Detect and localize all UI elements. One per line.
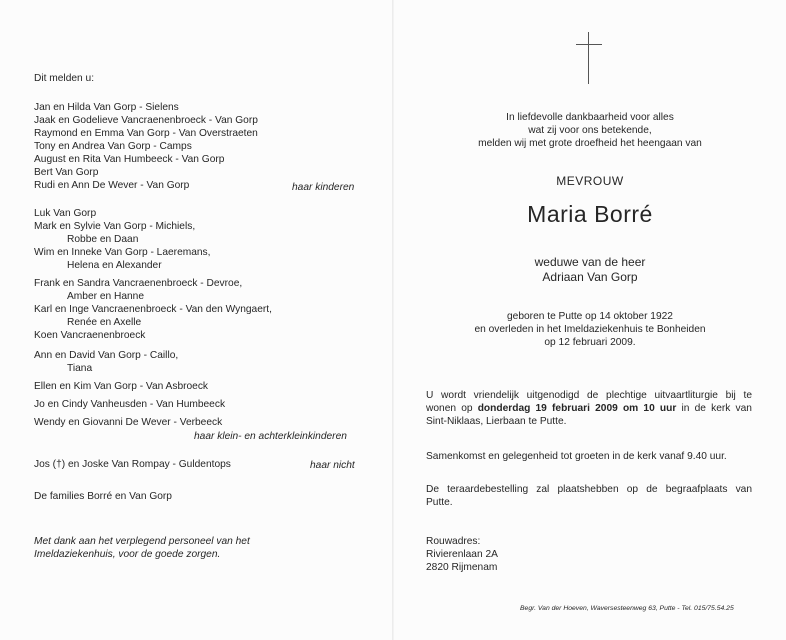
family-line: Amber en Hanne	[67, 291, 145, 302]
address-label: Rouwadres:	[426, 536, 481, 547]
family-line: Jo en Cindy Vanheusden - Van Humbeeck	[34, 399, 226, 410]
invite-line: wonen op donderdag 19 februari 2009 om 10 uur in de kerk van	[426, 403, 752, 414]
gathering-line: Samenkomst en gelegenheid tot groeten in de kerk vanaf 9.40 uur.	[426, 451, 727, 462]
deceased-name: Maria Borré	[527, 201, 653, 227]
family-line: Frank en Sandra Vancraenenbroeck - Devroe,	[34, 278, 243, 289]
role-niece: haar nicht	[310, 460, 355, 471]
address-line: 2820 Rijmenam	[426, 562, 498, 573]
intro-line: melden wij met grote droefheid het heengaan van	[478, 138, 702, 149]
widow-line: Adriaan Van Gorp	[542, 270, 638, 284]
honorific: MEVROUW	[556, 174, 624, 188]
role-children: haar kinderen	[292, 182, 355, 193]
intro-line: In liefdevolle dankbaarheid voor alles	[506, 112, 674, 123]
widow-line: weduwe van de heer	[534, 255, 646, 269]
family-line: Koen Vancraenenbroeck	[34, 330, 146, 341]
burial-line: De teraardebestelling zal plaatshebben op de begraafplaats van	[426, 484, 752, 495]
family-line: Ann en David Van Gorp - Caillo,	[34, 350, 179, 361]
family-line: Jos (†) en Joske Van Rompay - Guldentops	[34, 459, 231, 470]
left-intro: Dit melden u:	[34, 73, 95, 84]
family-line: Rudi en Ann De Wever - Van Gorp	[34, 180, 190, 191]
family-line: Jaak en Godelieve Vancraenenbroeck - Van Gorp	[34, 115, 258, 126]
family-line: Luk Van Gorp	[34, 208, 97, 219]
fold-line	[392, 0, 394, 640]
thanks-line: Met dank aan het verplegend personeel van het	[34, 536, 250, 547]
dates-line: en overleden in het Imeldaziekenhuis te Bonheiden	[474, 324, 706, 335]
families-line: De families Borré en Van Gorp	[34, 491, 172, 502]
family-line: Mark en Sylvie Van Gorp - Michiels,	[34, 221, 196, 232]
funeral-home-footer: Begr. Van der Hoeven, Waversesteenweg 63, Putte - Tel. 015/75.54.25	[520, 605, 734, 612]
family-line: Ellen en Kim Van Gorp - Van Asbroeck	[34, 381, 209, 392]
family-line: Bert Van Gorp	[34, 167, 99, 178]
family-line: Wim en Inneke Van Gorp - Laeremans,	[34, 247, 211, 258]
family-line: Jan en Hilda Van Gorp - Sielens	[34, 102, 179, 113]
family-line: Wendy en Giovanni De Wever - Verbeeck	[34, 417, 223, 428]
thanks-line: Imeldaziekenhuis, voor de goede zorgen.	[34, 549, 221, 560]
family-line: Tony en Andrea Van Gorp - Camps	[34, 141, 192, 152]
dates-line: op 12 februari 2009.	[544, 337, 636, 348]
cross-icon	[574, 32, 604, 84]
intro-line: wat zij voor ons betekende,	[528, 125, 652, 136]
family-line: August en Rita Van Humbeeck - Van Gorp	[34, 154, 225, 165]
family-line: Renée en Axelle	[67, 317, 142, 328]
burial-line: Putte.	[426, 497, 453, 508]
family-line: Karl en Inge Vancraenenbroeck - Van den Wyngaert,	[34, 304, 272, 315]
dates-line: geboren te Putte op 14 oktober 1922	[507, 311, 673, 322]
service-datetime: donderdag 19 februari 2009 om 10 uur	[477, 403, 677, 414]
family-line: Raymond en Emma Van Gorp - Van Overstraeten	[34, 128, 258, 139]
role-grandchildren: haar klein- en achterkleinkinderen	[194, 431, 347, 442]
invite-line: Sint-Niklaas, Lierbaan te Putte.	[426, 416, 567, 427]
address-line: Rivierenlaan 2A	[426, 549, 498, 560]
family-line: Helena en Alexander	[67, 260, 162, 271]
family-line: Robbe en Daan	[67, 234, 139, 245]
family-line: Tiana	[67, 363, 93, 374]
invite-line: U wordt vriendelijk uitgenodigd de plechtige uitvaartliturgie bij te	[426, 390, 752, 401]
